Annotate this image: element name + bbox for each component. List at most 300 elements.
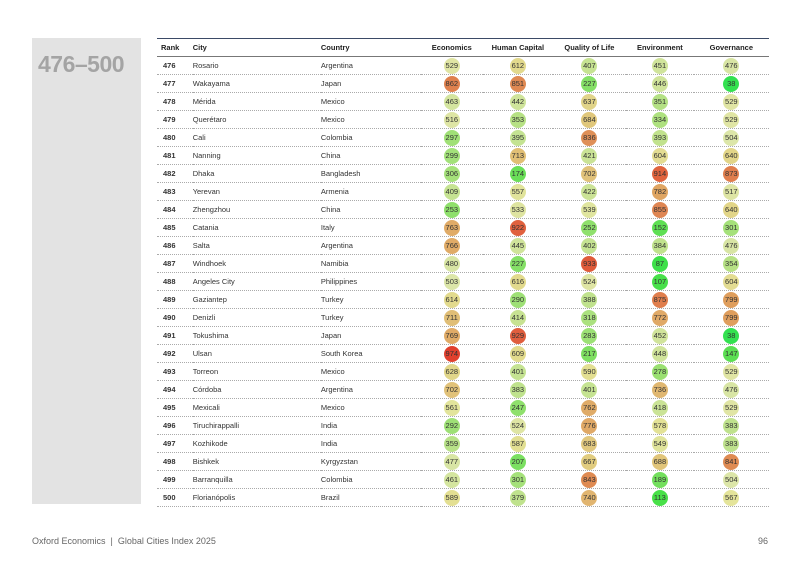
header-governance: Governance (694, 39, 769, 57)
score-dot: 524 (581, 274, 597, 290)
score-dot: 353 (510, 112, 526, 128)
cell-environment (626, 345, 694, 363)
cell-environment (626, 291, 694, 309)
footer-publisher: Oxford Economics (32, 536, 106, 546)
cell-human-capital (483, 219, 553, 237)
score-dot: 688 (652, 454, 668, 470)
cell-quality-of-life (553, 291, 626, 309)
cell-human-capital (483, 363, 553, 381)
header-quality-of-life: Quality of Life (553, 39, 626, 57)
score-dot: 933 (581, 256, 597, 272)
cell-environment (626, 453, 694, 471)
score-dot: 461 (444, 472, 460, 488)
score-dot: 445 (510, 238, 526, 254)
cell-country: Argentina (321, 57, 421, 75)
cell-country: Italy (321, 219, 421, 237)
score-dot: 409 (444, 184, 460, 200)
cell-economics (421, 219, 483, 237)
cell-human-capital (483, 93, 553, 111)
cell-quality-of-life (553, 111, 626, 129)
cell-rank: 480 (157, 129, 193, 147)
cell-human-capital (483, 75, 553, 93)
cell-city: Kozhikode (193, 435, 321, 453)
score-dot: 107 (652, 274, 668, 290)
cell-environment (626, 93, 694, 111)
footer-report-title: Global Cities Index 2025 (117, 536, 216, 546)
score-dot: 504 (723, 472, 739, 488)
table-row (157, 453, 769, 471)
cell-human-capital (483, 489, 553, 507)
score-dot: 561 (444, 400, 460, 416)
cell-rank: 496 (157, 417, 193, 435)
cell-city: Gaziantep (193, 291, 321, 309)
cell-city: Tiruchirappalli (193, 417, 321, 435)
cell-city: Zhengzhou (193, 201, 321, 219)
cell-economics (421, 57, 483, 75)
cell-human-capital (483, 255, 553, 273)
cell-quality-of-life (553, 165, 626, 183)
cell-rank: 499 (157, 471, 193, 489)
cell-human-capital (483, 453, 553, 471)
cell-governance (694, 237, 769, 255)
cell-environment (626, 165, 694, 183)
cell-environment (626, 471, 694, 489)
table-row (157, 165, 769, 183)
score-dot: 290 (510, 292, 526, 308)
cell-economics (421, 75, 483, 93)
score-dot: 87 (652, 256, 668, 272)
rank-range-label: 476–500 (38, 51, 125, 77)
score-dot: 463 (444, 94, 460, 110)
cell-economics (421, 471, 483, 489)
score-dot: 421 (581, 148, 597, 164)
score-dot: 640 (723, 202, 739, 218)
cell-country: India (321, 417, 421, 435)
score-dot: 189 (652, 472, 668, 488)
cell-economics (421, 111, 483, 129)
score-dot: 401 (581, 382, 597, 398)
score-dot: 529 (723, 94, 739, 110)
cell-country: Colombia (321, 471, 421, 489)
score-dot: 297 (444, 130, 460, 146)
score-dot: 567 (723, 490, 739, 506)
cell-economics (421, 183, 483, 201)
score-dot: 772 (652, 310, 668, 326)
cell-governance (694, 417, 769, 435)
cell-country: Mexico (321, 363, 421, 381)
cell-economics (421, 453, 483, 471)
cell-rank: 484 (157, 201, 193, 219)
cell-economics (421, 255, 483, 273)
cell-economics (421, 417, 483, 435)
table-row (157, 381, 769, 399)
score-dot: 843 (581, 472, 597, 488)
score-dot: 516 (444, 112, 460, 128)
score-dot: 480 (444, 256, 460, 272)
score-dot: 614 (444, 292, 460, 308)
cell-quality-of-life (553, 417, 626, 435)
header-economics: Economics (421, 39, 483, 57)
cell-governance (694, 219, 769, 237)
score-dot: 402 (581, 238, 597, 254)
header-environment: Environment (626, 39, 694, 57)
cell-rank: 497 (157, 435, 193, 453)
ranking-table (157, 38, 769, 507)
cell-city: Tokushima (193, 327, 321, 345)
cell-rank: 494 (157, 381, 193, 399)
cell-environment (626, 57, 694, 75)
cell-city: Nanning (193, 147, 321, 165)
cell-country: China (321, 147, 421, 165)
score-dot: 446 (652, 76, 668, 92)
score-dot: 740 (581, 490, 597, 506)
cell-human-capital (483, 129, 553, 147)
cell-rank: 483 (157, 183, 193, 201)
score-dot: 766 (444, 238, 460, 254)
cell-economics (421, 345, 483, 363)
cell-city: Barranquilla (193, 471, 321, 489)
score-dot: 628 (444, 364, 460, 380)
score-dot: 782 (652, 184, 668, 200)
cell-city: Torreon (193, 363, 321, 381)
cell-environment (626, 237, 694, 255)
cell-country: Japan (321, 327, 421, 345)
header-rank: Rank (157, 39, 193, 57)
table-row (157, 219, 769, 237)
cell-country: Mexico (321, 111, 421, 129)
cell-city: Bishkek (193, 453, 321, 471)
score-dot: 769 (444, 328, 460, 344)
score-dot: 524 (510, 418, 526, 434)
score-dot: 147 (723, 346, 739, 362)
cell-governance (694, 201, 769, 219)
cell-city: Salta (193, 237, 321, 255)
score-dot: 407 (581, 58, 597, 74)
score-dot: 227 (510, 256, 526, 272)
cell-country: Turkey (321, 309, 421, 327)
score-dot: 578 (652, 418, 668, 434)
cell-human-capital (483, 237, 553, 255)
cell-governance (694, 147, 769, 165)
score-dot: 855 (652, 202, 668, 218)
cell-governance (694, 165, 769, 183)
score-dot: 683 (581, 436, 597, 452)
cell-economics (421, 291, 483, 309)
cell-governance (694, 489, 769, 507)
score-dot: 711 (444, 310, 460, 326)
score-dot: 529 (723, 400, 739, 416)
score-dot: 38 (723, 76, 739, 92)
cell-city: Wakayama (193, 75, 321, 93)
score-dot: 283 (581, 328, 597, 344)
cell-quality-of-life (553, 183, 626, 201)
cell-city: Ulsan (193, 345, 321, 363)
score-dot: 637 (581, 94, 597, 110)
cell-economics (421, 93, 483, 111)
score-dot: 836 (581, 130, 597, 146)
cell-quality-of-life (553, 363, 626, 381)
score-dot: 529 (723, 112, 739, 128)
score-dot: 351 (652, 94, 668, 110)
score-dot: 799 (723, 292, 739, 308)
cell-human-capital (483, 327, 553, 345)
cell-quality-of-life (553, 381, 626, 399)
cell-country: Kyrgyzstan (321, 453, 421, 471)
cell-quality-of-life (553, 471, 626, 489)
cell-quality-of-life (553, 93, 626, 111)
cell-environment (626, 399, 694, 417)
score-dot: 604 (652, 148, 668, 164)
cell-governance (694, 309, 769, 327)
score-dot: 442 (510, 94, 526, 110)
score-dot: 549 (652, 436, 668, 452)
cell-human-capital (483, 309, 553, 327)
score-dot: 383 (510, 382, 526, 398)
cell-economics (421, 435, 483, 453)
score-dot: 762 (581, 400, 597, 416)
table-row (157, 93, 769, 111)
cell-city: Córdoba (193, 381, 321, 399)
score-dot: 763 (444, 220, 460, 236)
score-dot: 612 (510, 58, 526, 74)
cell-quality-of-life (553, 327, 626, 345)
score-dot: 384 (652, 238, 668, 254)
score-dot: 590 (581, 364, 597, 380)
cell-governance (694, 93, 769, 111)
cell-environment (626, 75, 694, 93)
table-row (157, 237, 769, 255)
score-dot: 299 (444, 148, 460, 164)
cell-city: Rosario (193, 57, 321, 75)
cell-governance (694, 435, 769, 453)
table-row (157, 489, 769, 507)
cell-environment (626, 219, 694, 237)
cell-governance (694, 327, 769, 345)
cell-governance (694, 291, 769, 309)
cell-environment (626, 183, 694, 201)
score-dot: 589 (444, 490, 460, 506)
cell-economics (421, 399, 483, 417)
cell-rank: 486 (157, 237, 193, 255)
score-dot: 401 (510, 364, 526, 380)
score-dot: 418 (652, 400, 668, 416)
cell-rank: 493 (157, 363, 193, 381)
cell-country: Turkey (321, 291, 421, 309)
cell-environment (626, 435, 694, 453)
cell-environment (626, 111, 694, 129)
header-human-capital: Human Capital (483, 39, 553, 57)
score-dot: 736 (652, 382, 668, 398)
score-dot: 873 (723, 166, 739, 182)
score-dot: 702 (444, 382, 460, 398)
score-dot: 383 (723, 418, 739, 434)
cell-human-capital (483, 399, 553, 417)
cell-governance (694, 183, 769, 201)
score-dot: 875 (652, 292, 668, 308)
score-dot: 383 (723, 436, 739, 452)
score-dot: 799 (723, 310, 739, 326)
cell-rank: 485 (157, 219, 193, 237)
range-panel (32, 38, 141, 504)
cell-city: Windhoek (193, 255, 321, 273)
score-dot: 667 (581, 454, 597, 470)
cell-environment (626, 417, 694, 435)
cell-city: Florianópolis (193, 489, 321, 507)
cell-governance (694, 57, 769, 75)
cell-human-capital (483, 201, 553, 219)
cell-economics (421, 273, 483, 291)
score-dot: 252 (581, 220, 597, 236)
cell-human-capital (483, 381, 553, 399)
score-dot: 477 (444, 454, 460, 470)
cell-city: Mexicali (193, 399, 321, 417)
header-country: Country (321, 39, 421, 57)
cell-country: China (321, 201, 421, 219)
score-dot: 301 (723, 220, 739, 236)
cell-human-capital (483, 291, 553, 309)
cell-economics (421, 489, 483, 507)
score-dot: 393 (652, 130, 668, 146)
header-city: City (193, 39, 321, 57)
cell-country: Argentina (321, 381, 421, 399)
table-row (157, 309, 769, 327)
table-row (157, 363, 769, 381)
table-row (157, 147, 769, 165)
score-dot: 604 (723, 274, 739, 290)
score-dot: 914 (652, 166, 668, 182)
cell-city: Yerevan (193, 183, 321, 201)
score-dot: 529 (444, 58, 460, 74)
cell-country: Japan (321, 75, 421, 93)
table-row (157, 111, 769, 129)
score-dot: 227 (581, 76, 597, 92)
cell-quality-of-life (553, 309, 626, 327)
score-dot: 557 (510, 184, 526, 200)
table-row (157, 183, 769, 201)
score-dot: 851 (510, 76, 526, 92)
cell-city: Mérida (193, 93, 321, 111)
score-dot: 776 (581, 418, 597, 434)
cell-governance (694, 471, 769, 489)
score-dot: 922 (510, 220, 526, 236)
cell-environment (626, 147, 694, 165)
cell-economics (421, 327, 483, 345)
score-dot: 587 (510, 436, 526, 452)
cell-country: Mexico (321, 399, 421, 417)
score-dot: 152 (652, 220, 668, 236)
cell-quality-of-life (553, 129, 626, 147)
cell-country: South Korea (321, 345, 421, 363)
score-dot: 841 (723, 454, 739, 470)
cell-environment (626, 201, 694, 219)
footer (32, 536, 216, 546)
score-dot: 306 (444, 166, 460, 182)
score-dot: 517 (723, 184, 739, 200)
cell-country: India (321, 435, 421, 453)
cell-country: Argentina (321, 237, 421, 255)
cell-economics (421, 363, 483, 381)
score-dot: 388 (581, 292, 597, 308)
cell-rank: 500 (157, 489, 193, 507)
score-dot: 529 (723, 364, 739, 380)
cell-quality-of-life (553, 219, 626, 237)
cell-quality-of-life (553, 147, 626, 165)
cell-governance (694, 75, 769, 93)
cell-human-capital (483, 165, 553, 183)
score-dot: 533 (510, 202, 526, 218)
score-dot: 359 (444, 436, 460, 452)
score-dot: 174 (510, 166, 526, 182)
score-dot: 422 (581, 184, 597, 200)
cell-quality-of-life (553, 489, 626, 507)
page-number: 96 (757, 536, 768, 546)
score-dot: 395 (510, 130, 526, 146)
table-body (157, 57, 769, 507)
score-dot: 609 (510, 346, 526, 362)
cell-human-capital (483, 183, 553, 201)
cell-rank: 490 (157, 309, 193, 327)
cell-rank: 478 (157, 93, 193, 111)
cell-quality-of-life (553, 399, 626, 417)
score-dot: 113 (652, 490, 668, 506)
score-dot: 448 (652, 346, 668, 362)
table-row (157, 201, 769, 219)
cell-quality-of-life (553, 453, 626, 471)
cell-governance (694, 363, 769, 381)
cell-rank: 495 (157, 399, 193, 417)
cell-environment (626, 363, 694, 381)
cell-quality-of-life (553, 435, 626, 453)
cell-country: Bangladesh (321, 165, 421, 183)
table-row (157, 327, 769, 345)
score-dot: 640 (723, 148, 739, 164)
cell-country: Mexico (321, 93, 421, 111)
table-row (157, 435, 769, 453)
score-dot: 292 (444, 418, 460, 434)
score-dot: 862 (444, 76, 460, 92)
cell-governance (694, 381, 769, 399)
table-row (157, 471, 769, 489)
cell-quality-of-life (553, 75, 626, 93)
score-dot: 354 (723, 256, 739, 272)
cell-rank: 477 (157, 75, 193, 93)
cell-human-capital (483, 417, 553, 435)
score-dot: 207 (510, 454, 526, 470)
score-dot: 476 (723, 58, 739, 74)
cell-economics (421, 147, 483, 165)
cell-human-capital (483, 345, 553, 363)
cell-environment (626, 381, 694, 399)
score-dot: 38 (723, 328, 739, 344)
cell-human-capital (483, 435, 553, 453)
cell-governance (694, 273, 769, 291)
cell-country: Philippines (321, 273, 421, 291)
score-dot: 476 (723, 382, 739, 398)
cell-quality-of-life (553, 57, 626, 75)
score-dot: 247 (510, 400, 526, 416)
cell-environment (626, 489, 694, 507)
cell-governance (694, 345, 769, 363)
score-dot: 713 (510, 148, 526, 164)
cell-governance (694, 453, 769, 471)
cell-city: Catania (193, 219, 321, 237)
cell-environment (626, 273, 694, 291)
score-dot: 414 (510, 310, 526, 326)
cell-rank: 488 (157, 273, 193, 291)
score-dot: 318 (581, 310, 597, 326)
table-row (157, 291, 769, 309)
cell-human-capital (483, 273, 553, 291)
